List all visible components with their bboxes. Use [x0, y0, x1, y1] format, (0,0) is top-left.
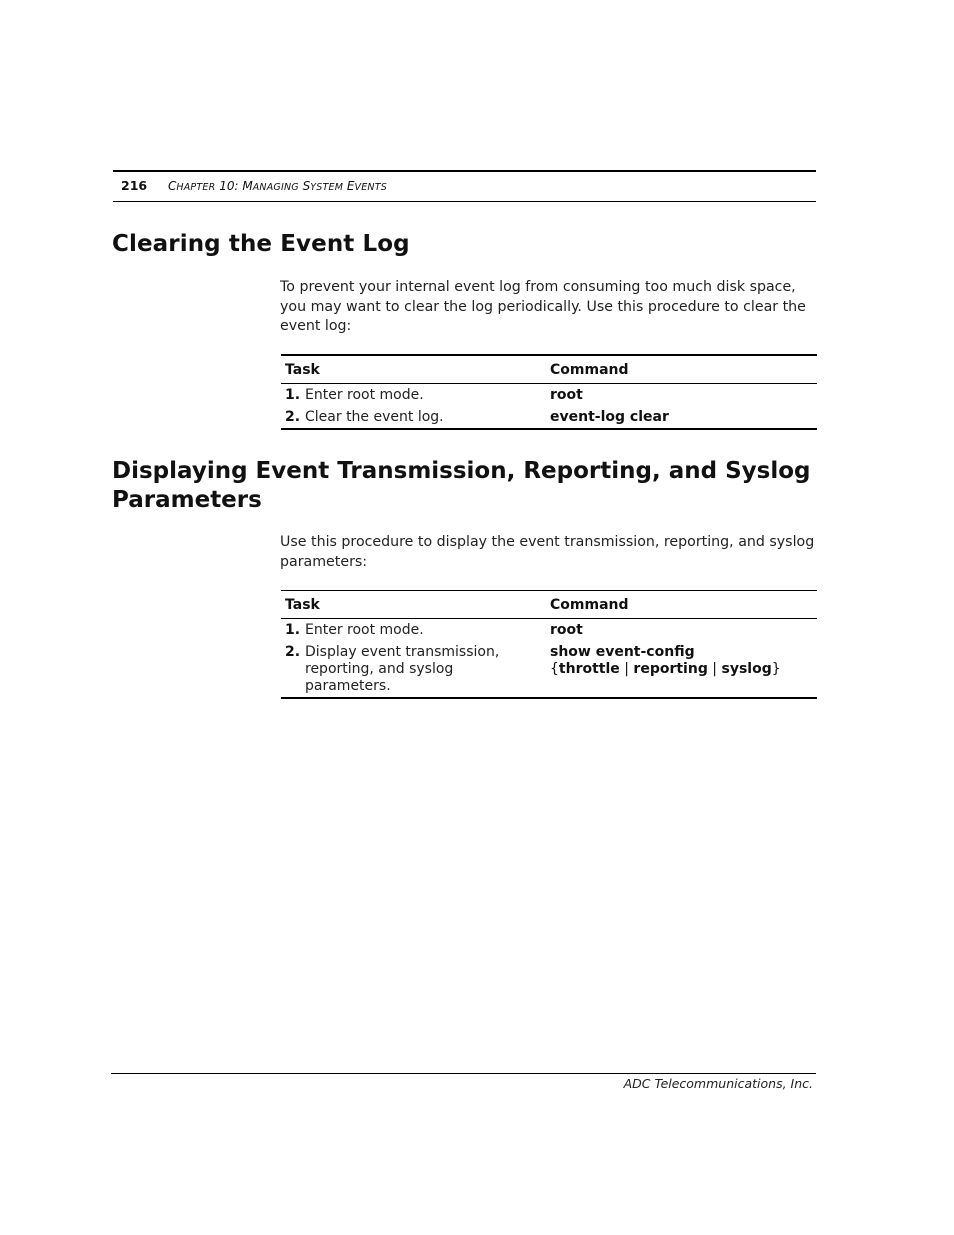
- header-rule-bottom: [113, 201, 816, 202]
- running-head-anaging: ANAGING: [252, 182, 299, 193]
- step-number: 2.: [285, 409, 301, 425]
- running-head-ystem: YSTEM: [310, 182, 344, 193]
- column-header-command: Command: [546, 355, 817, 384]
- column-header-task: Task: [281, 591, 546, 619]
- command-cell: root: [550, 387, 583, 403]
- option-reporting: reporting: [633, 661, 708, 677]
- command-cell: root: [550, 622, 583, 638]
- command-options: [550, 661, 813, 678]
- table-row: [281, 619, 817, 642]
- footer-rule: [111, 1073, 816, 1074]
- running-head-hapter: HAPTER: [176, 182, 216, 193]
- running-head-e: E: [343, 179, 355, 193]
- running-head-m: M: [242, 179, 253, 193]
- brace-close: }: [771, 661, 781, 677]
- step-text: Enter root mode.: [305, 387, 424, 403]
- section-title-clearing: Clearing the Event Log: [112, 231, 410, 257]
- section-title-displaying: Displaying Event Transmission, Reporting, and Syslog Parameters: [112, 458, 811, 513]
- running-head-c: C: [168, 179, 177, 193]
- command-cell: [546, 641, 817, 698]
- procedure-table-displaying: [281, 590, 817, 699]
- section-intro-displaying: Use this procedure to display the event transmission, reporting, and syslog parameters:: [280, 534, 815, 570]
- step-text: Display event transmission, reporting, and syslog parameters.: [305, 644, 500, 694]
- table-row: [281, 406, 817, 429]
- running-head-s: S: [298, 179, 311, 193]
- column-header-task: Task: [281, 355, 546, 384]
- table-header-row: [281, 591, 817, 619]
- column-header-command: Command: [546, 591, 817, 619]
- table-header-row: [281, 355, 817, 384]
- running-head-num: 10:: [215, 179, 243, 193]
- step-number: 2.: [285, 644, 301, 660]
- option-throttle: throttle: [558, 661, 620, 677]
- running-head: [168, 179, 387, 193]
- footer-publisher: ADC Telecommunications, Inc.: [623, 1076, 813, 1091]
- option-separator: |: [707, 661, 722, 677]
- task-cell: [281, 406, 546, 429]
- task-cell: [281, 619, 546, 642]
- procedure-table-clearing: [281, 354, 817, 430]
- task-cell: [281, 384, 546, 407]
- page-number: 216: [121, 178, 148, 193]
- step-text: Clear the event log.: [305, 409, 444, 425]
- command-cell: event-log clear: [550, 409, 669, 425]
- table-row: [281, 384, 817, 407]
- step-number: 1.: [285, 387, 301, 403]
- command-text: show event-config: [550, 644, 695, 660]
- step-number: 1.: [285, 622, 301, 638]
- brace-open: {: [550, 661, 559, 677]
- option-separator: |: [619, 661, 634, 677]
- option-syslog: syslog: [721, 661, 772, 677]
- task-cell: [281, 641, 546, 698]
- step-text: Enter root mode.: [305, 622, 424, 638]
- header-rule-top: [113, 170, 816, 172]
- table-row: [281, 641, 817, 698]
- running-head-vents: VENTS: [354, 182, 387, 193]
- section-intro-clearing: To prevent your internal event log from consuming too much disk space, you may want to clear the log periodically. Use this procedure to clear the event log:: [280, 279, 806, 334]
